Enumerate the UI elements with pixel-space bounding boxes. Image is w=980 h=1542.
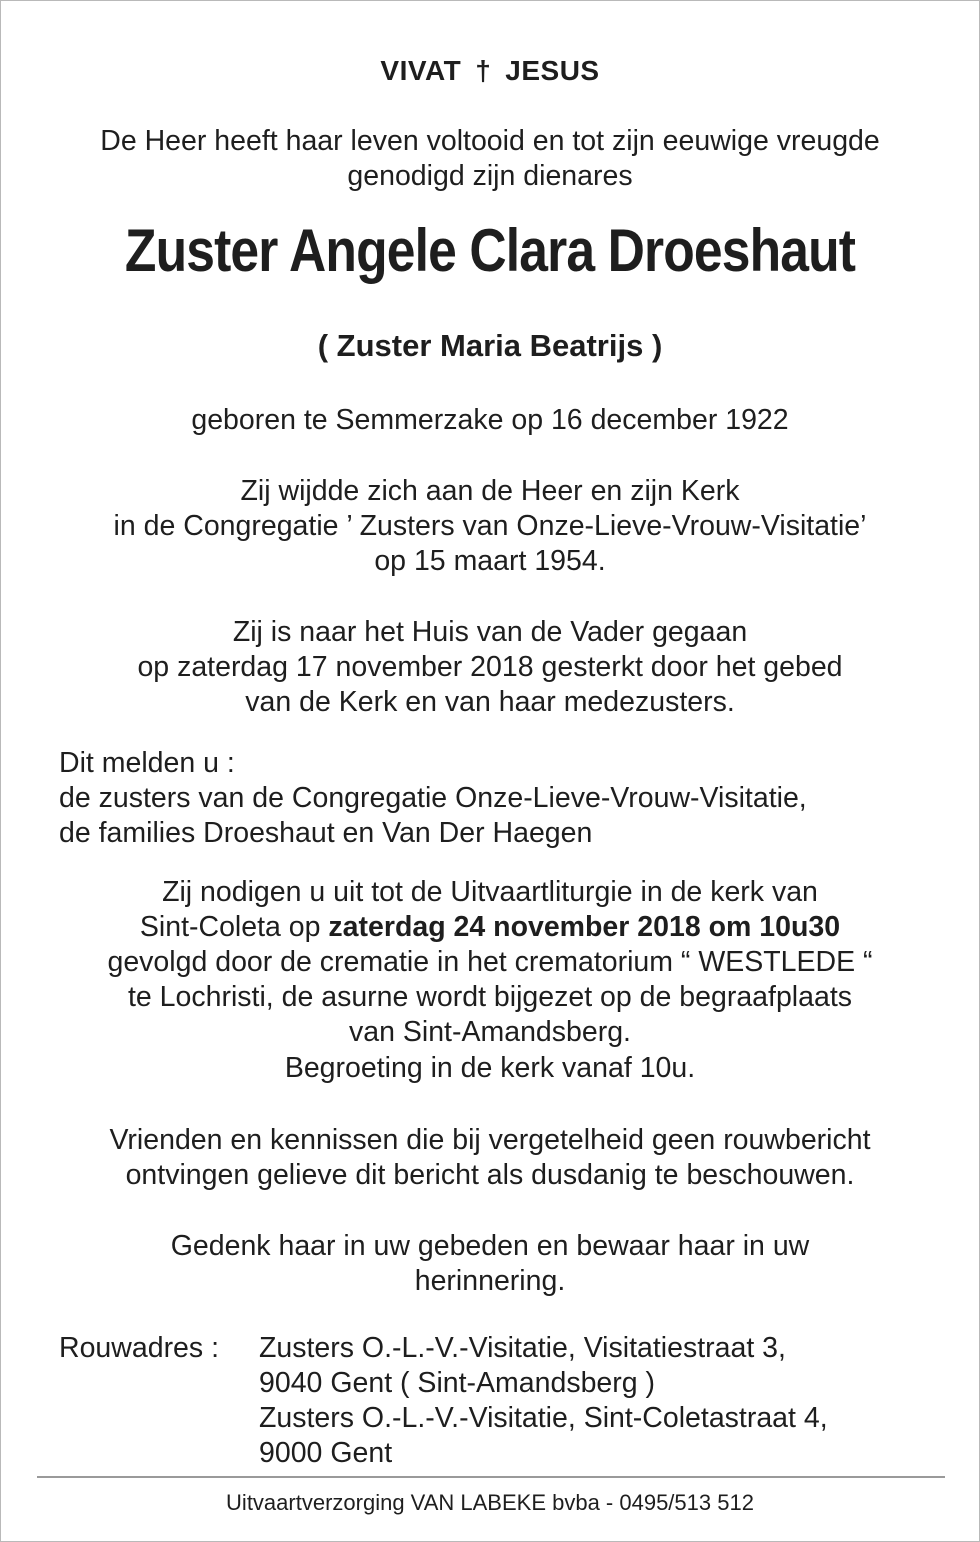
footer-divider (37, 1476, 945, 1478)
birth-line: geboren te Semmerzake op 16 december 1922 (191, 404, 789, 436)
remembrance-line-1: Gedenk haar in uw gebeden en bewaar haar in uw (170, 1230, 810, 1262)
funeral-line-2 (1, 910, 979, 945)
notice-line-1: Vrienden en kennissen die bij vergetelheid geen rouwbericht (109, 1124, 871, 1156)
heading-jesus: JESUS (505, 55, 600, 86)
announcers-line-2: de zusters van de Congregatie Onze-Lieve-Vrouw-Visitatie, (59, 782, 807, 814)
consecration-line-3: op 15 maart 1954. (374, 545, 606, 577)
address-block (259, 1331, 828, 1471)
consecration-line-1: Zij wijdde zich aan de Heer en zijn Kerk (240, 475, 740, 507)
heading-vivat: VIVAT (380, 55, 462, 86)
cross-icon: † (475, 55, 492, 86)
address-line-4: 9000 Gent (259, 1437, 393, 1469)
funeral-place: Sint-Coleta op (139, 911, 329, 943)
address-line-3: Zusters O.-L.-V.-Visitatie, Sint-Coletastraat 4, (259, 1402, 828, 1434)
notice-line-2: ontvingen gelieve dit bericht als dusdanig te beschouwen. (125, 1159, 855, 1191)
death-line-2: op zaterdag 17 november 2018 gesterkt door het gebed (137, 651, 843, 683)
deceased-name: Zuster Angele Clara Droeshaut (124, 217, 856, 284)
remembrance-line-2: herinnering. (414, 1265, 566, 1297)
address-label: Rouwadres : (59, 1332, 219, 1364)
footer-undertaker: Uitvaartverzorging VAN LABEKE bvba - 0495/513 512 (226, 1490, 754, 1515)
address-line-2: 9040 Gent ( Sint-Amandsberg ) (259, 1367, 656, 1399)
religious-name: ( Zuster Maria Beatrijs ) (317, 328, 663, 363)
consecration-line-2: in de Congregatie ’ Zusters van Onze-Lieve-Vrouw-Visitatie’ (113, 510, 867, 542)
funeral-line-5: van Sint-Amandsberg. (349, 1016, 631, 1048)
heading-vivat-jesus (1, 54, 979, 88)
intro-line-2: genodigd zijn dienares (347, 160, 633, 192)
funeral-line-3: gevolgd door de crematie in het crematorium “ WESTLEDE “ (107, 946, 873, 978)
death-line-3: van de Kerk en van haar medezusters. (245, 686, 735, 718)
announcers-line-3: de families Droeshaut en Van Der Haegen (59, 817, 593, 849)
funeral-line-4: te Lochristi, de asurne wordt bijgezet op de begraafplaats (127, 981, 853, 1013)
death-line-1: Zij is naar het Huis van de Vader gegaan (232, 616, 748, 648)
intro-line-1: De Heer heeft haar leven voltooid en tot zijn eeuwige vreugde (100, 125, 880, 157)
funeral-line-1: Zij nodigen u uit tot de Uitvaartliturgie in de kerk van (162, 876, 818, 908)
funeral-date-time: zaterdag 24 november 2018 om 10u30 (328, 911, 841, 943)
funeral-line-6: Begroeting in de kerk vanaf 10u. (284, 1052, 696, 1084)
address-line-1: Zusters O.-L.-V.-Visitatie, Visitatiestraat 3, (259, 1332, 786, 1364)
announcers-line-1: Dit melden u : (59, 747, 235, 779)
